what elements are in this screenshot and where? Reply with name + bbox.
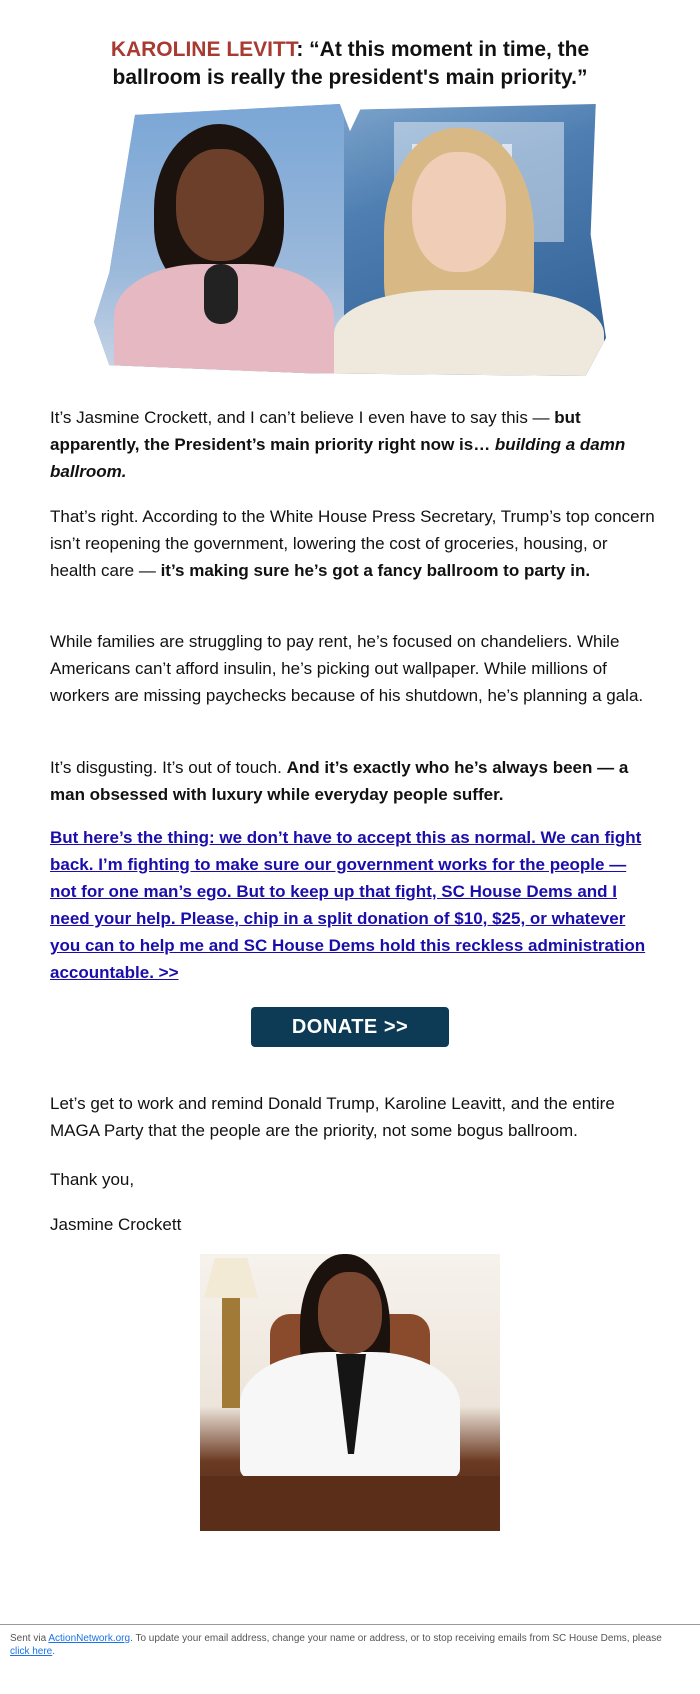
p4-bold: And it’s exactly who he’s always been — a man obsessed with luxury while everyday people suffer.	[50, 758, 629, 804]
portrait-face	[318, 1272, 382, 1354]
microphone-icon	[204, 264, 238, 324]
crockett-face	[176, 149, 264, 261]
donation-appeal-link[interactable]: But here’s the thing: we don’t have to accept this as normal. We can fight back. I’m fighting to make sure our government works for the people — not for one man’s ego. But to keep up that fight, SC House Dems and I need your help. Please, chip in a split donation of $10, $25, or whatever you can to help me and SC House Dems hold this reckless administration accountable. >>	[50, 828, 646, 982]
paragraph-intro	[50, 404, 655, 485]
footer-prefix: Sent via	[10, 1633, 49, 1644]
headline-colon: :	[296, 38, 304, 61]
unsubscribe-link[interactable]: click here	[10, 1646, 53, 1657]
p3-text: While families are struggling to pay rent, he’s focused on chandeliers. While Americans can’t afford insulin, he’s picking out wallpaper. While millions of workers are missing paychecks because of his shutdown, he’s planning a gala.	[50, 632, 644, 705]
paragraph-press-secretary	[50, 503, 655, 584]
closing: Thank you,	[50, 1170, 135, 1189]
footer-middle: . To update your email address, change your name or address, or to stop receiving emails from SC House Dems, please	[130, 1633, 662, 1644]
intro-text: It’s Jasmine Crockett, and I can’t believe I even have to say this —	[50, 408, 555, 427]
footer-suffix: .	[52, 1646, 56, 1657]
p2-bold: it’s making sure he’s got a fancy ballroom to party in.	[160, 561, 591, 580]
lamp-shade	[204, 1258, 258, 1298]
donate-button[interactable]: DONATE >>	[251, 1007, 449, 1047]
intro-bold-italic: building a damn ballroom.	[50, 435, 626, 481]
leavitt-face	[412, 152, 506, 272]
footer	[10, 1632, 670, 1658]
leavitt-jacket	[334, 290, 604, 376]
paragraph-families	[50, 628, 655, 709]
paragraph-get-to-work	[50, 1090, 655, 1144]
p4-text: It’s disgusting. It’s out of touch.	[50, 758, 287, 777]
paragraph-disgusting	[50, 754, 655, 808]
headline-name: KAROLINE LEVITT	[110, 38, 297, 61]
hero-image	[94, 104, 606, 376]
lamp-base	[222, 1298, 240, 1408]
intro-bold: but apparently, the President’s main priority right now is…	[50, 408, 581, 454]
headline	[60, 36, 640, 92]
headline-quote-line1: “At this moment in time, the	[303, 38, 590, 61]
headline-quote-line2: ballroom is really the president's main priority.”	[112, 66, 588, 89]
signature: Jasmine Crockett	[50, 1215, 182, 1234]
footer-divider	[0, 1624, 700, 1625]
crockett-portrait	[200, 1254, 500, 1531]
actionnetwork-link[interactable]: ActionNetwork.org	[48, 1633, 131, 1644]
p5-text: Let’s get to work and remind Donald Trump, Karoline Leavitt, and the entire MAGA Party that the people are the priority, not some bogus ballroom.	[50, 1094, 615, 1140]
p2-text: That’s right. According to the White House Press Secretary, Trump’s top concern isn’t reopening the government, lowering the cost of groceries, housing, or health care —	[50, 507, 655, 580]
desk	[200, 1476, 500, 1531]
